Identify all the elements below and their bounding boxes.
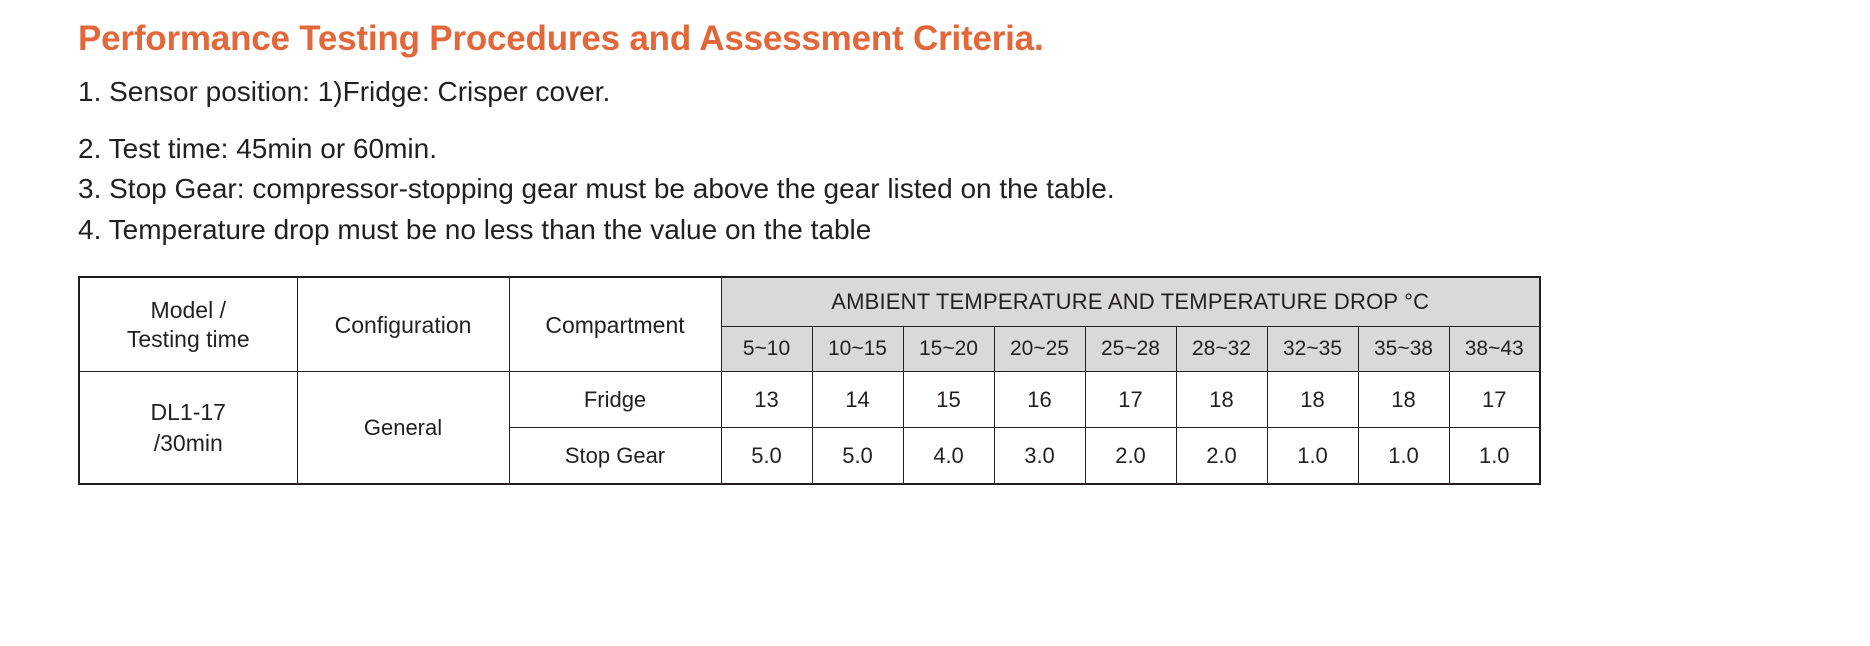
cell-fridge-25-28: 17 <box>1085 372 1176 428</box>
header-range-25-28: 25~28 <box>1085 327 1176 372</box>
cell-fridge-32-35: 18 <box>1267 372 1358 428</box>
header-range-15-20: 15~20 <box>903 327 994 372</box>
cell-compartment-stop-gear: Stop Gear <box>509 428 721 485</box>
table-body <box>79 372 1540 485</box>
header-compartment: Compartment <box>509 277 721 372</box>
header-range-10-15: 10~15 <box>812 327 903 372</box>
note-item-2: 2. Test time: 45min or 60min. <box>78 132 437 164</box>
header-configuration: Configuration <box>297 277 509 372</box>
cell-model <box>79 372 297 485</box>
cell-model-line1: DL1-17 <box>150 398 226 425</box>
header-range-5-10: 5~10 <box>721 327 812 372</box>
notes-list <box>78 72 1870 250</box>
cell-fridge-35-38: 18 <box>1358 372 1449 428</box>
performance-table-wrap <box>78 276 1870 485</box>
table-head <box>79 277 1540 372</box>
cell-fridge-38-43: 17 <box>1449 372 1540 428</box>
header-model <box>79 277 297 372</box>
performance-table <box>78 276 1541 485</box>
header-ambient-temperature-group: AMBIENT TEMPERATURE AND TEMPERATURE DROP °C <box>721 277 1540 327</box>
cell-configuration: General <box>297 372 509 485</box>
table-row <box>79 372 1540 428</box>
cell-compartment-fridge: Fridge <box>509 372 721 428</box>
cell-stopgear-35-38: 1.0 <box>1358 428 1449 485</box>
header-model-line2: Testing time <box>126 325 250 352</box>
cell-stopgear-28-32: 2.0 <box>1176 428 1267 485</box>
cell-stopgear-32-35: 1.0 <box>1267 428 1358 485</box>
cell-stopgear-5-10: 5.0 <box>721 428 812 485</box>
table-header-row-main <box>79 277 1540 327</box>
cell-fridge-15-20: 15 <box>903 372 994 428</box>
cell-stopgear-38-43: 1.0 <box>1449 428 1540 485</box>
header-model-line1: Model / <box>150 297 226 324</box>
page-title: Performance Testing Procedures and Assessment Criteria. <box>78 19 1044 58</box>
cell-stopgear-25-28: 2.0 <box>1085 428 1176 485</box>
cell-model-line2: /30min <box>153 429 223 456</box>
note-item-3: 3. Stop Gear: compressor-stopping gear must be above the gear listed on the table. <box>78 173 1115 205</box>
cell-stopgear-15-20: 4.0 <box>903 428 994 485</box>
header-range-38-43: 38~43 <box>1449 327 1540 372</box>
cell-fridge-28-32: 18 <box>1176 372 1267 428</box>
cell-stopgear-10-15: 5.0 <box>812 428 903 485</box>
header-range-28-32: 28~32 <box>1176 327 1267 372</box>
header-range-20-25: 20~25 <box>994 327 1085 372</box>
note-item-4: 4. Temperature drop must be no less than the value on the table <box>78 213 872 245</box>
cell-fridge-10-15: 14 <box>812 372 903 428</box>
cell-fridge-20-25: 16 <box>994 372 1085 428</box>
header-range-32-35: 32~35 <box>1267 327 1358 372</box>
cell-fridge-5-10: 13 <box>721 372 812 428</box>
header-range-35-38: 35~38 <box>1358 327 1449 372</box>
note-item-1: 1. Sensor position: 1)Fridge: Crisper cover. <box>78 76 611 107</box>
cell-stopgear-20-25: 3.0 <box>994 428 1085 485</box>
